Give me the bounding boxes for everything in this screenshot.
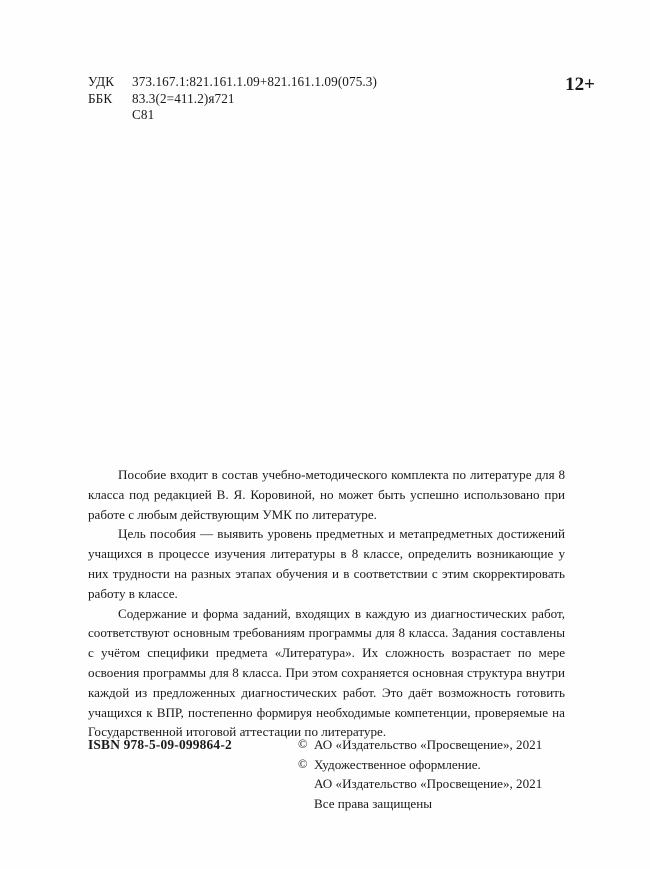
copyright-text: Художественное оформление. <box>314 756 481 772</box>
annotation-text <box>88 465 565 742</box>
copyright-text: АО «Издательство «Просвещение», 2021 <box>314 776 543 791</box>
annotation-paragraph-3: Содержание и форма заданий, входящих в каждую из диагностических работ, соответствуют основным требованиям программы для 8 класса. Задания составлены с учётом специфики предмета «Литература». Их сложность возрастает по мере освоения программы для 8 класса. При этом сохраняется основная структура внутри каждой из предложенных диагностических работ. Это даёт возможность готовить учащихся к ВПР, постепенно формируя необходимые компетенции, проверяемые на Государственной итоговой аттестации по литературе. <box>88 605 565 740</box>
age-rating-badge: 12+ <box>565 74 595 95</box>
isbn-number: ISBN 978-5-09-099864-2 <box>88 737 232 752</box>
udk-value: 373.167.1:821.161.1.09+821.161.1.09(075.3) <box>132 74 377 89</box>
copyright-line <box>298 794 595 814</box>
bbk-label: ББК <box>88 90 113 106</box>
copyright-list <box>298 735 595 813</box>
annotation-paragraph-2: Цель пособия — выявить уровень предметных и метапредметных достижений учащихся в процессе изучения литературы в 8 классе, определить возникающие у них трудности на разных этапах обучения и в соответствии с этим скорректировать работу в классе. <box>88 526 565 601</box>
bbk-value: 83.3(2=411.2)я721 <box>132 90 235 106</box>
copyright-text: АО «Издательство «Просвещение», 2021 <box>314 737 543 752</box>
udk-row <box>88 74 377 91</box>
classification-header <box>88 74 595 124</box>
rights-reserved-text: Все права защищены <box>314 795 433 811</box>
udk-label: УДК <box>88 74 115 89</box>
copyright-line <box>298 755 595 775</box>
annotation-paragraph-1: Пособие входит в состав учебно-методического комплекта по литературе для 8 класса под редакцией В. Я. Коровиной, но может быть успешно использовано при работе с любым действующим УМК по литературе. <box>88 467 565 522</box>
imprint-block <box>88 735 595 813</box>
copyright-line <box>298 735 595 755</box>
bbk-row <box>88 91 377 108</box>
copyright-line <box>298 774 595 794</box>
classification-codes <box>88 74 377 124</box>
copyright-icon: © <box>298 756 308 771</box>
copyright-icon: © <box>298 737 308 751</box>
author-code-row <box>88 107 377 124</box>
author-code-value: С81 <box>132 107 155 122</box>
